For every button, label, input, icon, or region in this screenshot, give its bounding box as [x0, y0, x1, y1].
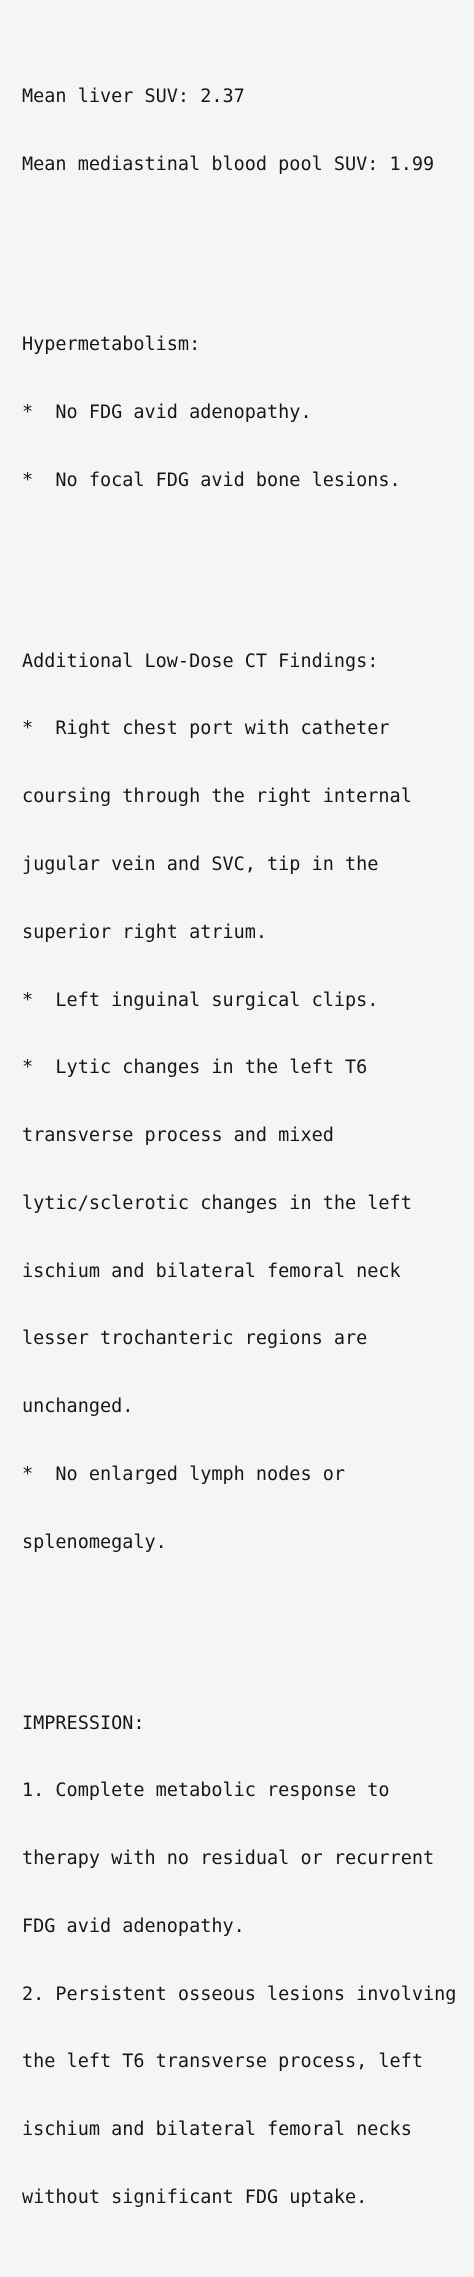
- ct-findings-line: jugular vein and SVC, tip in the: [22, 853, 379, 875]
- mean-liver-suv: Mean liver SUV: 2.37: [22, 85, 245, 107]
- ct-findings-line: superior right atrium.: [22, 921, 268, 943]
- hypermetabolism-item: * No FDG avid adenopathy.: [22, 402, 312, 424]
- ct-findings-line: transverse process and mixed: [22, 1125, 334, 1147]
- hypermetabolism-heading: Hypermetabolism:: [22, 334, 201, 356]
- spacer: [22, 244, 467, 267]
- report-text: [22, 18, 467, 2277]
- impression-line: ischium and bilateral femoral necks: [22, 2119, 412, 2141]
- ct-findings-line: ischium and bilateral femoral neck: [22, 1260, 401, 1282]
- impression-line: FDG avid adenopathy.: [22, 1915, 245, 1937]
- spacer: [22, 1622, 467, 1645]
- impression-heading: IMPRESSION:: [22, 1712, 145, 1734]
- impression-line: the left T6 transverse process, left: [22, 2051, 423, 2073]
- ct-findings-line: * Lytic changes in the left T6: [22, 1057, 368, 1079]
- impression-line: 1. Complete metabolic response to: [22, 1780, 390, 1802]
- ct-findings-line: unchanged.: [22, 1396, 134, 1418]
- ct-findings-line: splenomegaly.: [22, 1531, 167, 1553]
- ct-findings-heading: Additional Low-Dose CT Findings:: [22, 650, 379, 672]
- spacer: [22, 560, 467, 583]
- ct-findings-line: lytic/sclerotic changes in the left: [22, 1192, 412, 1214]
- impression-line: therapy with no residual or recurrent: [22, 1848, 435, 1870]
- ct-findings-line: * No enlarged lymph nodes or: [22, 1464, 346, 1485]
- impression-line: without significant FDG uptake.: [22, 2187, 368, 2208]
- ct-findings-line: * Right chest port with catheter: [22, 718, 390, 740]
- ct-findings-line: coursing through the right internal: [22, 786, 412, 808]
- hypermetabolism-item: * No focal FDG avid bone lesions.: [22, 469, 401, 491]
- ct-findings-line: * Left inguinal surgical clips.: [22, 989, 379, 1011]
- mean-mediastinal-suv: Mean mediastinal blood pool SUV: 1.99: [22, 153, 435, 175]
- impression-line: 2. Persistent osseous lesions involving: [22, 1983, 457, 2005]
- ct-findings-line: lesser trochanteric regions are: [22, 1328, 368, 1350]
